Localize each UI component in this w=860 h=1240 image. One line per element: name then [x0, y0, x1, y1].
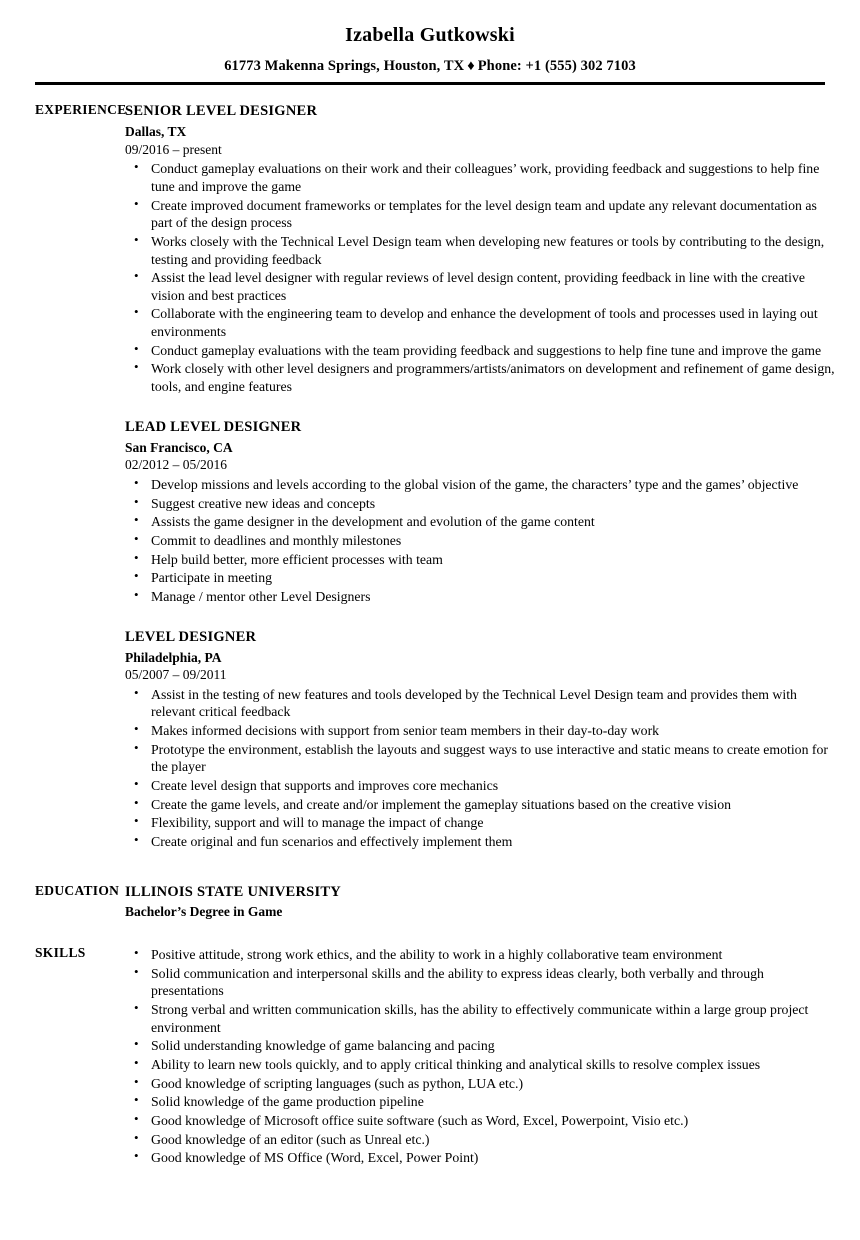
job-responsibilities-list: [125, 160, 840, 396]
contact-address: 61773 Makenna Springs, Houston, TX: [224, 58, 465, 74]
education-school: ILLINOIS STATE UNIVERSITY: [125, 883, 342, 900]
education-body: [125, 883, 860, 921]
list-item: • Good knowledge of scripting languages (such as python, LUA etc.): [125, 1075, 840, 1093]
skills-body: [125, 945, 860, 1167]
list-item: • Create the game levels, and create and/or implement the gameplay situations based on the creative vision: [125, 796, 840, 814]
list-item: • Conduct gameplay evaluations on their work and their colleagues’ work, providing feedback and suggestions to help fine tune and improve the game: [125, 160, 840, 195]
education-section: [0, 883, 860, 921]
list-item: • Solid knowledge of the game production pipeline: [125, 1093, 840, 1111]
section-label-experience: EXPERIENCE: [35, 102, 127, 117]
job-dates: 05/2007 – 09/2011: [125, 667, 227, 683]
skills-section: [0, 945, 860, 1167]
diamond-separator-icon: ♦: [467, 58, 475, 74]
list-item: • Develop missions and levels according to the global vision of the game, the characters’ type and the games’ objective: [125, 476, 840, 494]
list-item: • Help build better, more efficient processes with team: [125, 551, 840, 569]
contact-line: [0, 58, 860, 75]
list-item: • Makes informed decisions with support from senior team members in their day-to-day work: [125, 722, 840, 740]
job-responsibilities-list: [125, 476, 840, 606]
list-item: • Create level design that supports and improves core mechanics: [125, 777, 840, 795]
list-item: • Good knowledge of MS Office (Word, Excel, Power Point): [125, 1149, 840, 1167]
job-location: San Francisco, CA: [125, 439, 233, 455]
list-item: • Manage / mentor other Level Designers: [125, 588, 840, 606]
education-entry: [125, 883, 840, 921]
list-item: • Solid understanding knowledge of game balancing and pacing: [125, 1037, 840, 1055]
job-dates: 09/2016 – present: [125, 141, 222, 157]
list-item: • Good knowledge of an editor (such as Unreal etc.): [125, 1131, 840, 1149]
list-item: • Works closely with the Technical Level Design team when developing new features or tools by contributing to the design, testing and providing feedback: [125, 233, 840, 268]
job-title: LEVEL DESIGNER: [125, 628, 257, 645]
contact-phone: Phone: +1 (555) 302 7103: [477, 58, 636, 74]
list-item: • Positive attitude, strong work ethics, and the ability to work in a highly collaborative team environment: [125, 946, 840, 964]
list-item: • Participate in meeting: [125, 569, 840, 587]
section-label-education: EDUCATION: [35, 882, 120, 898]
list-item: • Solid communication and interpersonal skills and the ability to express ideas clearly, both verbally and through presentations: [125, 965, 840, 1000]
section-label-skills: SKILLS: [35, 945, 86, 961]
experience-body: [125, 102, 860, 851]
list-item: • Strong verbal and written communication skills, has the ability to effectively communicate within a large group project environment: [125, 1001, 840, 1036]
resume-header: [0, 0, 860, 75]
list-item: • Good knowledge of Microsoft office suite software (such as Word, Excel, Powerpoint, Visio etc.): [125, 1112, 840, 1130]
job-location: Dallas, TX: [125, 124, 187, 140]
job-title: SENIOR LEVEL DESIGNER: [125, 103, 318, 119]
list-item: • Create original and fun scenarios and effectively implement them: [125, 833, 840, 851]
job-location: Philadelphia, PA: [125, 649, 222, 665]
list-item: • Prototype the environment, establish the layouts and suggest ways to use interactive and static means to create emotion for the player: [125, 741, 840, 776]
list-item: • Assist the lead level designer with regular reviews of level design content, providing feedback in line with the creative vision and best practices: [125, 269, 840, 304]
header-divider-rule: [35, 82, 825, 85]
skills-list: [125, 946, 840, 1167]
list-item: • Assist in the testing of new features and tools developed by the Technical Level Design team and provides them with relevant critical feedback: [125, 686, 840, 721]
list-item: • Assists the game designer in the development and evolution of the game content: [125, 513, 840, 531]
list-item: • Suggest creative new ideas and concepts: [125, 495, 840, 513]
job-dates: 02/2012 – 05/2016: [125, 457, 228, 473]
experience-entry: [125, 628, 840, 851]
experience-entry: [125, 102, 840, 396]
list-item: • Collaborate with the engineering team to develop and enhance the development of tools and processes used in laying out environments: [125, 305, 840, 340]
list-item: • Flexibility, support and will to manage the impact of change: [125, 814, 840, 832]
list-item: • Commit to deadlines and monthly milestones: [125, 532, 840, 550]
job-responsibilities-list: [125, 686, 840, 851]
candidate-name: Izabella Gutkowski: [345, 24, 515, 46]
job-title: LEAD LEVEL DESIGNER: [125, 418, 302, 435]
list-item: • Create improved document frameworks or templates for the level design team and update any relevant documentation as part of the design process: [125, 197, 840, 232]
education-degree: Bachelor’s Degree in Game: [125, 903, 283, 919]
list-item: • Work closely with other level designers and programmers/artists/animators on development and refinement of game design, tools, and engine features: [125, 360, 840, 395]
experience-entry: [125, 418, 840, 606]
list-item: • Ability to learn new tools quickly, and to apply critical thinking and analytical skills to resolve complex issues: [125, 1056, 840, 1074]
list-item: • Conduct gameplay evaluations with the team providing feedback and suggestions to help fine tune and improve the game: [125, 342, 840, 360]
experience-section: [0, 102, 860, 851]
